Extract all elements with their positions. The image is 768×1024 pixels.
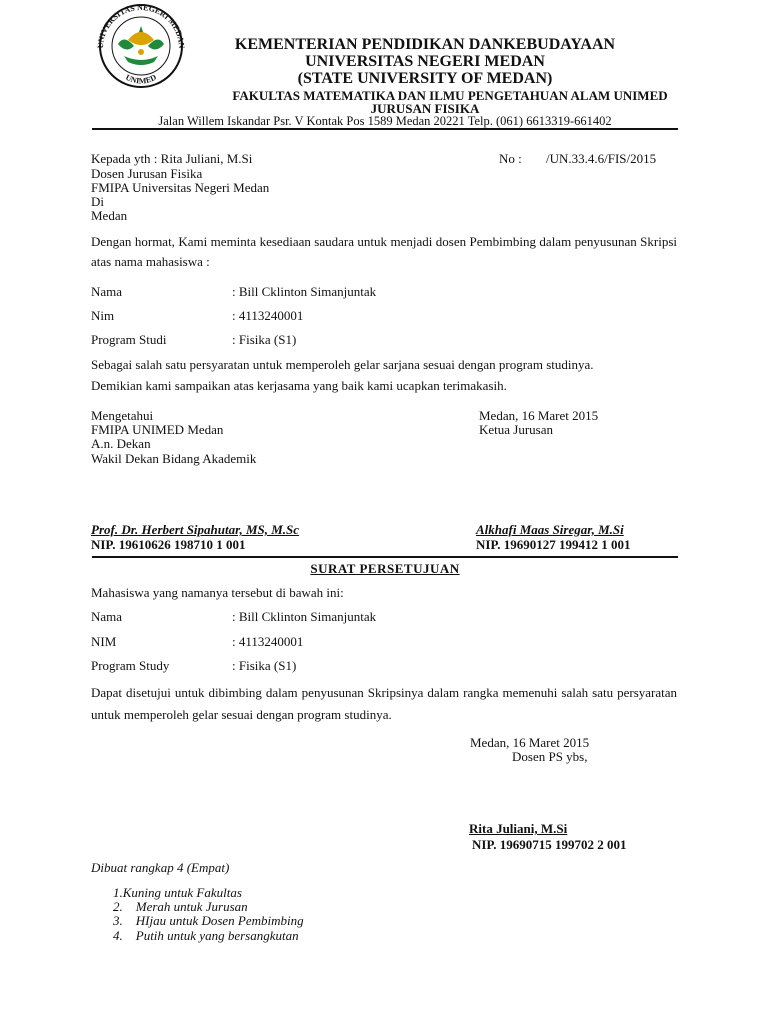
approval-intro: Mahasiswa yang namanya tersebut di bawah ini: <box>91 585 344 600</box>
approval-nim-value: : 4113240001 <box>232 634 304 649</box>
right-signatory-nip: NIP. 19690127 199412 1 001 <box>476 537 631 552</box>
recipient-line-2: Dosen Jurusan Fisika <box>91 166 203 181</box>
left-signatory-name: Prof. Dr. Herbert Sipahutar, MS, M.Sc <box>91 522 300 537</box>
approval-prodi-label: Program Study <box>91 658 170 673</box>
approval-nim-label: NIM <box>91 634 117 649</box>
department-title: JURUSAN FISIKA <box>370 101 480 116</box>
student-name-value: : Bill Cklinton Simanjuntak <box>232 284 377 299</box>
student-prodi-value: : Fisika (S1) <box>232 332 297 347</box>
copies-item-4: 4. Putih untuk yang bersangkutan <box>113 928 299 943</box>
logo-ring-text: UNIVERSITAS NEGERI MEDAN <box>95 4 187 49</box>
unimed-logo <box>88 4 194 88</box>
copies-item-2: 2. Merah untuk Jurusan <box>113 899 248 914</box>
approval-signatory-name: Rita Juliani, M.Si <box>469 821 568 836</box>
right-sign-role: Ketua Jurusan <box>479 422 554 437</box>
approval-paragraph: Dapat disetujui untuk dibimbing dalam penyusunan Skripsinya dalam rangka memenuhi salah satu persyaratan untuk memperoleh gelar sesuai dengan program studinya. <box>91 685 677 722</box>
copies-title: Dibuat rangkap 4 (Empat) <box>91 860 230 875</box>
ministry-title: KEMENTERIAN PENDIDIKAN DANKEBUDAYAAN <box>234 36 616 53</box>
approval-title: SURAT PERSETUJUAN <box>310 561 460 576</box>
copies-item-1: 1.Kuning untuk Fakultas <box>113 885 242 900</box>
student-nim-value: : 4113240001 <box>232 308 304 323</box>
purpose-paragraph: Sebagai salah satu persyaratan untuk memperoleh gelar sarjana sesuai dengan program studinya. <box>91 357 594 372</box>
letter-number-label: No : <box>499 151 522 166</box>
address-line: Jalan Willem Iskandar Psr. V Kontak Pos 1589 Medan 20221 Telp. (061) 6613319-661402 <box>158 114 612 128</box>
right-sign-date: Medan, 16 Maret 2015 <box>479 408 599 423</box>
student-nim-label: Nim <box>91 308 115 323</box>
approval-name-value: : Bill Cklinton Simanjuntak <box>232 609 377 624</box>
recipient-line-1: Kepada yth : Rita Juliani, M.Si <box>91 151 253 166</box>
approval-role: Dosen PS ybs, <box>512 749 588 764</box>
student-name-label: Nama <box>91 284 123 299</box>
left-signatory-nip: NIP. 19610626 198710 1 001 <box>91 537 246 552</box>
recipient-line-5: Medan <box>91 208 128 223</box>
header-divider <box>92 128 678 130</box>
right-signatory-name: Alkhafi Maas Siregar, M.Si <box>476 522 624 537</box>
left-sign-line-3: A.n. Dekan <box>91 436 151 451</box>
request-paragraph: Dengan hormat, Kami meminta kesediaan saudara untuk menjadi dosen Pembimbing dalam penyusunan Skripsi atas nama mahasiswa : <box>91 234 677 269</box>
left-sign-line-4: Wakil Dekan Bidang Akademik <box>91 451 257 466</box>
left-sign-line-1: Mengetahui <box>91 408 154 423</box>
faculty-title: FAKULTAS MATEMATIKA DAN ILMU PENGETAHUAN ALAM UNIMED <box>232 88 668 103</box>
copies-item-3: 3. HIjau untuk Dosen Pembimbing <box>113 913 304 928</box>
closing-paragraph: Demikian kami sampaikan atas kerjasama yang baik kami ucapkan terimakasih. <box>91 378 507 393</box>
section-divider <box>92 556 678 558</box>
recipient-line-4: Di <box>91 194 104 209</box>
university-english-title: (STATE UNIVERSITY OF MEDAN) <box>297 70 553 87</box>
approval-date: Medan, 16 Maret 2015 <box>470 735 590 750</box>
logo-bottom-text: UNIMED <box>124 72 158 86</box>
left-sign-line-2: FMIPA UNIMED Medan <box>91 422 224 437</box>
letter-number-value: /UN.33.4.6/FIS/2015 <box>546 151 657 166</box>
student-prodi-label: Program Studi <box>91 332 167 347</box>
university-title: UNIVERSITAS NEGERI MEDAN <box>305 53 545 70</box>
recipient-line-3: FMIPA Universitas Negeri Medan <box>91 180 270 195</box>
approval-name-label: Nama <box>91 609 123 624</box>
approval-prodi-value: : Fisika (S1) <box>232 658 297 673</box>
approval-signatory-nip: NIP. 19690715 199702 2 001 <box>472 837 627 852</box>
